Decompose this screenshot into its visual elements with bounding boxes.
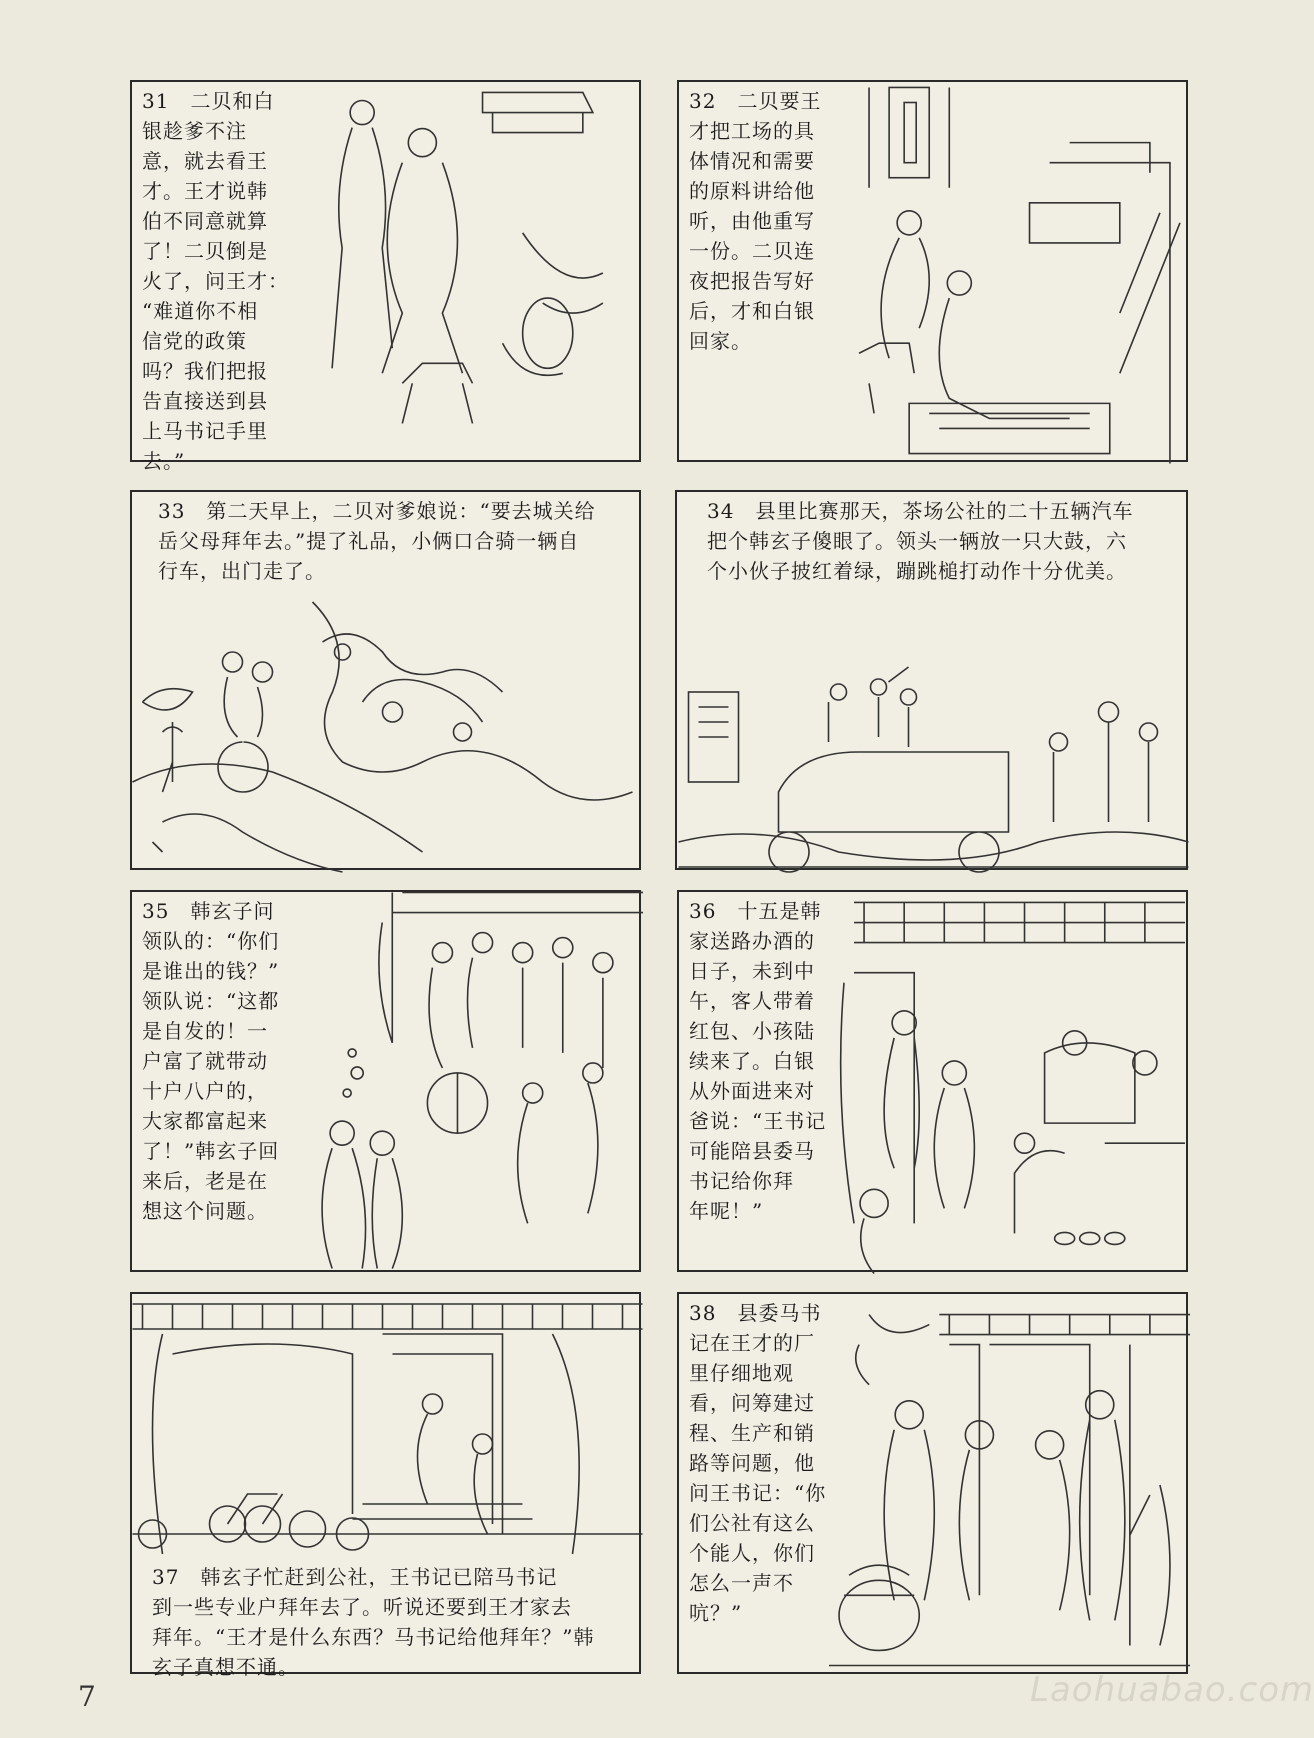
comic-panel-37 (130, 1292, 641, 1679)
panel-37-caption: 37 韩玄子忙赶到公社，王书记已陪马书记 到一些专业户拜年去了。听说还要到王才家去 拜年。“王才是什么东西？马书记给他拜年？”韩 玄子真想不通。 (152, 1565, 595, 1679)
panel-34-caption: 34 县里比赛那天，茶场公社的二十五辆汽车 把个韩玄子傻眼了。领头一辆放一只大鼓，六 个小伙子披红着绿，蹦跳槌打动作十分优美。 (707, 499, 1134, 583)
comic-panel-34 (675, 490, 1188, 870)
comic-panel-31 (130, 80, 641, 473)
comic-panel-35 (130, 890, 641, 1272)
panel-36-caption: 36 十五是韩 家送路办酒的 日子，未到中 午，客人带着 红包、小孩陆 续来了。白银 从外面进来对 爸说：“王书记 可能陪县委马 书记给你拜 年呢！” (689, 899, 827, 1223)
panel-31-caption: 31 二贝和白 银趁爹不注 意，就去看王 才。王才说韩 伯不同意就算 了！二贝倒是 火了，问王才： “难道你不相 信党的政策 吗？我们把报 告直接送到县 上马书记手里 去。” (142, 89, 289, 473)
panel-35-caption: 35 韩玄子问 领队的：“你们 是谁出的钱？” 领队说：“这都 是自发的！一 户富了就带动 十户八户的， 大家都富起来 了！”韩玄子回 来后，老是在 想这个问题。 (142, 899, 280, 1223)
panel-32-illustration (849, 82, 1190, 464)
comic-panel-38 (677, 1292, 1188, 1674)
panel-37-illustration (132, 1294, 643, 1564)
panel-33-illustration (132, 582, 643, 872)
comic-panel-33 (130, 490, 641, 870)
panel-34-illustration (677, 672, 1190, 872)
comic-panel-32 (677, 80, 1188, 462)
panel-31-illustration (302, 82, 643, 464)
page-number: 7 (78, 1680, 96, 1713)
panel-38-caption: 38 县委马书 记在王才的厂 里仔细地观 看，问筹建过 程、生产和销 路等问题，他 问王书记：“你 们公社有这么 个能人，你们 怎么一声不 吭？” (689, 1301, 827, 1625)
panel-33-caption: 33 第二天早上，二贝对爹娘说：“要去城关给 岳父母拜年去。”提了礼品，小俩口合骑一辆自 行车，出门走了。 (158, 499, 596, 583)
panel-36-illustration (844, 892, 1190, 1274)
panel-38-illustration (829, 1294, 1190, 1676)
panel-32-caption: 32 二贝要王 才把工场的具 体情况和需要 的原料讲给他 听，由他重写 一份。二贝连 夜把报告写好 后，才和白银 回家。 (689, 89, 822, 353)
panel-35-illustration (292, 892, 643, 1274)
comic-panel-36 (677, 890, 1188, 1272)
site-watermark: Laohuabao.com (1030, 1670, 1314, 1710)
